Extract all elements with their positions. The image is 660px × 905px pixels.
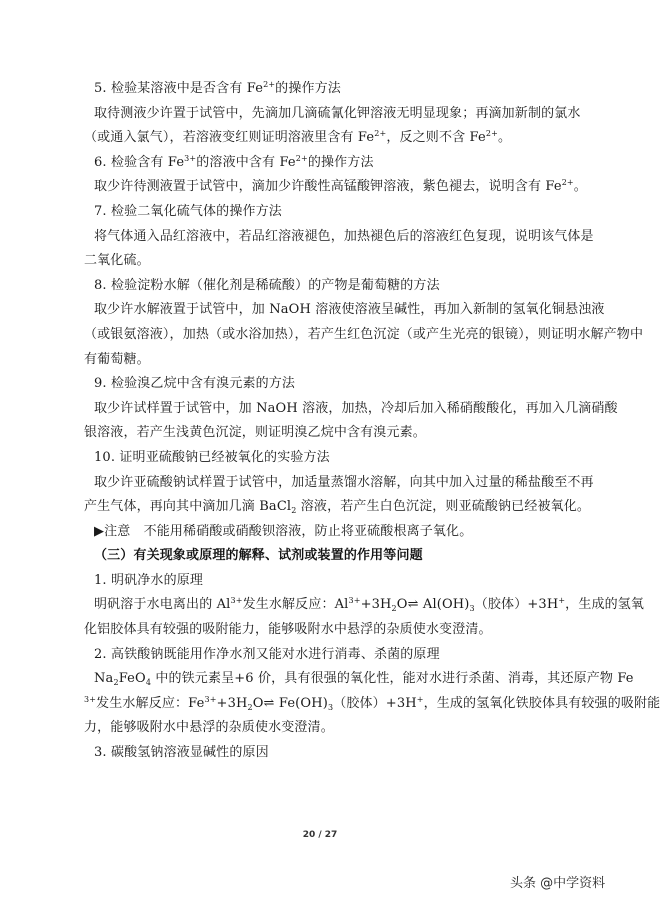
text-run: 发生水解反应：Al [242, 597, 349, 613]
text-line [84, 252, 566, 270]
text-run: 的溶液中含有 Fe [196, 154, 296, 170]
text-run: 7. 检验二氧化硫气体的操作方法 [94, 203, 282, 219]
subscript: 3 [327, 702, 334, 712]
subscript: 2 [291, 506, 297, 516]
text-run: （三）有关现象或原理的解释、试剂或装置的作用等问题 [94, 548, 423, 564]
text-line [84, 449, 566, 467]
text-run: ，反之则不含 Fe [386, 130, 486, 146]
page-number: 20 / 27 [302, 830, 338, 840]
text-line [84, 424, 566, 442]
text-line [84, 105, 581, 123]
text-line [84, 326, 644, 344]
text-line [84, 301, 605, 319]
text-run: 发生水解反应：Fe [96, 695, 205, 711]
text-line [84, 154, 566, 172]
superscript: 2+ [374, 129, 387, 139]
text-run: 。 [497, 130, 512, 146]
text-run: 5. 检验某溶液中是否含有 Fe [94, 81, 264, 96]
text-run: 化铝胶体具有较强的吸附能力，能够吸附水中悬浮的杂质使水变澄清。 [84, 622, 492, 638]
text-run: 中的铁元素呈+6 价，具有很强的氧化性，能对水进行杀菌、消毒，其还原产物 Fe [151, 671, 634, 687]
text-run: 将气体通入品红溶液中，若品红溶液褪色，加热褪色后的溶液红色复现，说明该气体是 [94, 228, 594, 244]
text-line [84, 400, 618, 418]
superscript: 3+ [84, 694, 97, 704]
text-line [84, 351, 566, 369]
text-run: 明矾溶于水电离出的 Al [94, 597, 231, 613]
text-run: （或通入氯气），若溶液变红则证明溶液里含有 Fe [84, 130, 375, 146]
text-run: 1. 明矾净水的原理 [94, 572, 204, 588]
text-run: （或银氨溶液），加热（或水浴加热），若产生红色沉淀（或产生光亮的银镜），则证明水解产物中 [84, 326, 644, 342]
subscript: 2 [247, 702, 253, 712]
subscript: 2 [391, 604, 397, 614]
superscript: + [558, 596, 566, 606]
text-line [84, 80, 566, 98]
superscript: 3+ [184, 153, 197, 163]
text-run: 取少许待测液置于试管中，滴加少许酸性高锰酸钾溶液，紫色褪去，说明含有 Fe [94, 179, 562, 195]
text-run: 取少许亚硫酸钠试样置于试管中，加适量蒸馏水溶解，向其中加入过量的稀盐酸至不再 [94, 474, 594, 490]
text-line [84, 277, 566, 295]
text-run: 9. 检验溴乙烷中含有溴元素的方法 [94, 376, 296, 392]
text-run: 8. 检验淀粉水解（催化剂是稀硫酸）的产物是葡萄糖的方法 [94, 277, 440, 293]
text-run: 2. 高铁酸钠既能用作净水剂又能对水进行消毒、杀菌的原理 [94, 646, 440, 662]
text-run: 银溶液，若产生浅黄色沉淀，则证明溴乙烷中含有溴元素。 [84, 425, 426, 441]
text-line [84, 375, 566, 393]
text-run: 10. 证明亚硫酸钠已经被氧化的实验方法 [94, 449, 330, 465]
text-line [84, 178, 587, 196]
text-run: O⇌ Fe(OH) [252, 695, 328, 711]
text-run: 的操作方法 [275, 81, 341, 96]
superscript: 2+ [561, 178, 574, 188]
superscript: 2+ [485, 129, 498, 139]
text-run: 的操作方法 [307, 154, 374, 170]
superscript: 2+ [263, 80, 276, 89]
subscript: 4 [145, 678, 152, 688]
subscript: 2 [113, 678, 119, 688]
watermark: 头条 @中学资料 [510, 876, 606, 891]
text-line [84, 572, 566, 590]
text-line [84, 744, 566, 762]
text-run: 3. 碳酸氢钠溶液显碱性的原因 [94, 745, 269, 761]
text-run: 取少许水解液置于试管中，加 NaOH 溶液使溶液呈碱性，再加入新制的氢氧化铜悬浊液 [94, 302, 605, 318]
text-run: 力，能够吸附水中悬浮的杂质使水变澄清。 [84, 720, 334, 736]
text-line [84, 670, 634, 688]
text-run: （胶体）+3H [474, 597, 559, 613]
text-run: 取少许试样置于试管中，加 NaOH 溶液，加热，冷却后加入稀硝酸酸化，再加入几滴硝酸 [94, 400, 618, 416]
text-line [84, 203, 566, 221]
text-line [84, 719, 566, 737]
text-run: ，生成的氢氧化铁胶体具有较强的吸附能 [423, 695, 660, 711]
text-run: 产生气体，再向其中滴加几滴 BaCl [84, 499, 292, 515]
superscript: 3+ [230, 596, 243, 606]
text-run: +3H [360, 597, 392, 613]
document-body [84, 80, 660, 769]
superscript: 3+ [348, 596, 361, 606]
text-line [84, 228, 594, 246]
text-run: ▶注意 不能用稀硝酸或硝酸钡溶液，防止将亚硫酸根离子氧化。 [94, 523, 473, 539]
superscript: + [416, 694, 424, 704]
text-line [84, 596, 645, 614]
superscript: 3+ [204, 694, 217, 704]
text-run: +3H [216, 695, 248, 711]
text-run: FeO [118, 671, 146, 687]
text-run: O⇌ Al(OH) [396, 597, 470, 613]
text-run: 。 [573, 179, 587, 195]
text-run: ，生成的氢氧 [565, 597, 645, 613]
subscript: 3 [469, 604, 475, 614]
text-line [84, 129, 566, 147]
text-run: 6. 检验含有 Fe [94, 154, 185, 170]
text-run: 取待测液少许置于试管中，先滴加几滴硫氰化钾溶液无明显现象；再滴加新制的氯水 [94, 105, 581, 121]
text-line [84, 523, 566, 541]
text-run: 溶液，若产生白色沉淀，则亚硫酸钠已经被氧化。 [296, 499, 591, 515]
text-line [84, 694, 660, 713]
text-run: 二氧化硫。 [84, 253, 150, 269]
text-run: Na [94, 671, 114, 687]
superscript: 2+ [295, 153, 308, 163]
text-run: （胶体）+3H [333, 695, 417, 711]
text-line [84, 646, 566, 664]
text-run: 有葡萄糖。 [84, 351, 150, 367]
text-line [84, 621, 566, 639]
text-line [84, 498, 591, 516]
section-heading [84, 547, 566, 565]
text-line [84, 474, 594, 492]
